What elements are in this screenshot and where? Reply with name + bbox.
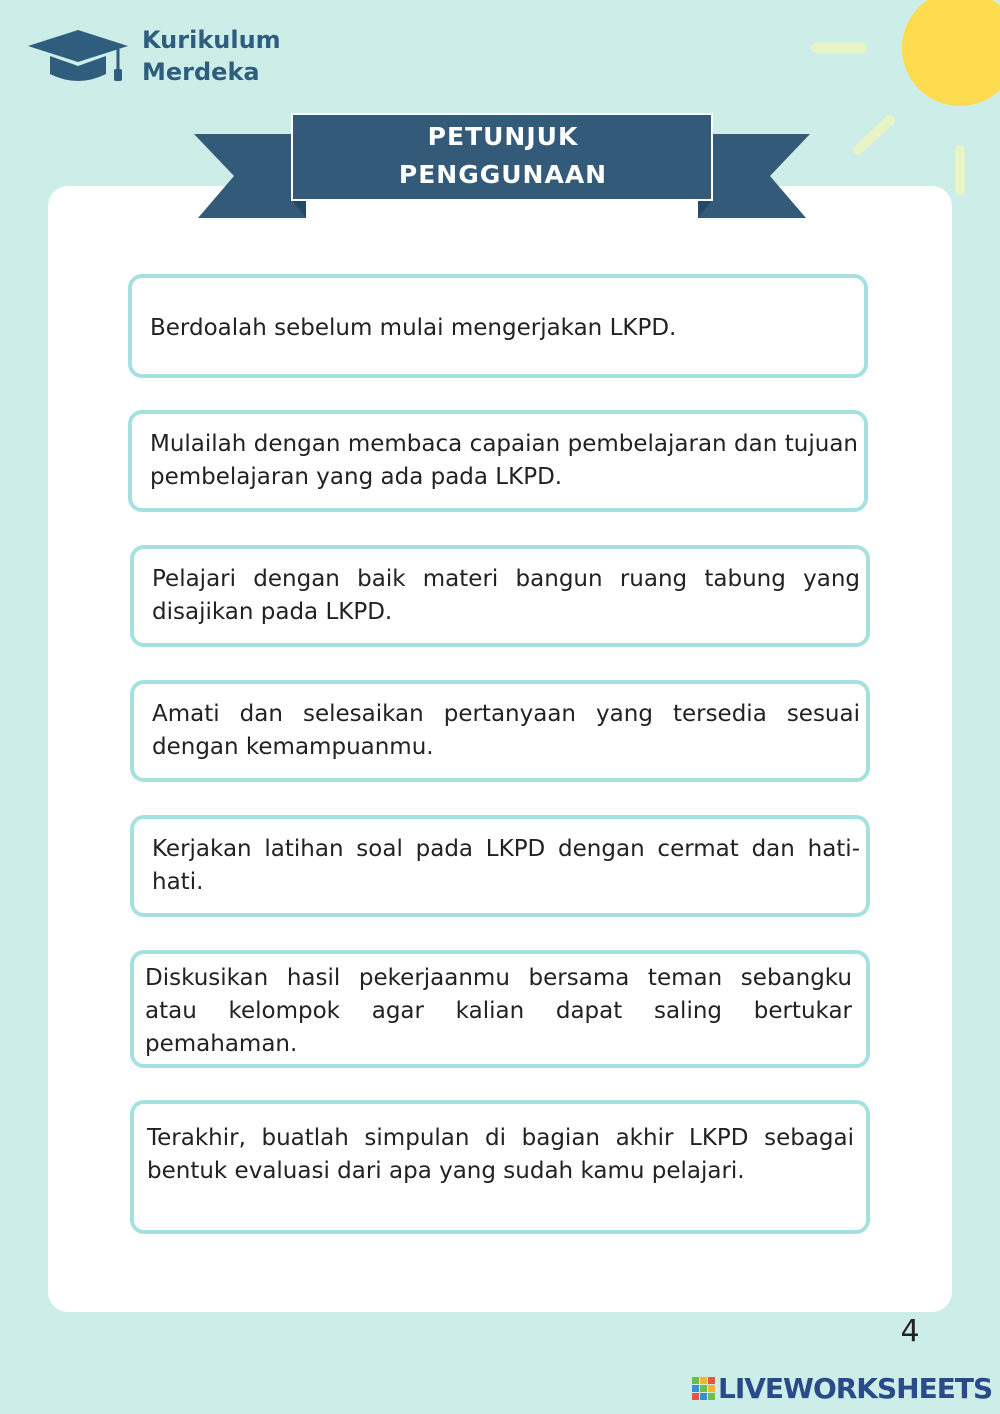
liveworksheets-text: LIVEWORKSHEETS <box>718 1372 993 1405</box>
instruction-step-6: Diskusikan hasil pekerjaanmu bersama teman sebangku atau kelompok agar kalian dapat saling bertukar pemahaman. <box>130 950 870 1068</box>
instruction-step-7: Terakhir, buatlah simpulan di bagian akhir LKPD sebagai bentuk evaluasi dari apa yang sudah kamu pelajari. <box>130 1100 870 1234</box>
banner-title-line-1: PETUNJUK <box>427 122 579 151</box>
logo-text <box>142 24 281 88</box>
instruction-step-1: Berdoalah sebelum mulai mengerjakan LKPD. <box>128 274 868 378</box>
liveworksheets-icon <box>692 1377 716 1401</box>
sun-icon <box>800 0 1000 210</box>
kurikulum-merdeka-logo <box>26 24 296 94</box>
logo-line-1: Kurikulum <box>142 26 281 54</box>
liveworksheets-watermark <box>692 1372 992 1406</box>
instruction-step-3: Pelajari dengan baik materi bangun ruang tabung yang disajikan pada LKPD. <box>130 545 870 647</box>
instruction-step-4: Amati dan selesaikan pertanyaan yang tersedia sesuai dengan kemampuanmu. <box>130 680 870 782</box>
banner-title <box>292 114 714 202</box>
banner-title-line-2: PENGGUNAAN <box>398 160 608 189</box>
instruction-step-2: Mulailah dengan membaca capaian pembelajaran dan tujuan pembelajaran yang ada pada LKPD. <box>128 410 868 512</box>
graduation-cap-icon <box>26 26 130 86</box>
page-number: 4 <box>900 1314 920 1349</box>
instruction-step-5: Kerjakan latihan soal pada LKPD dengan cermat dan hati-hati. <box>130 815 870 917</box>
logo-line-2: Merdeka <box>142 58 260 86</box>
